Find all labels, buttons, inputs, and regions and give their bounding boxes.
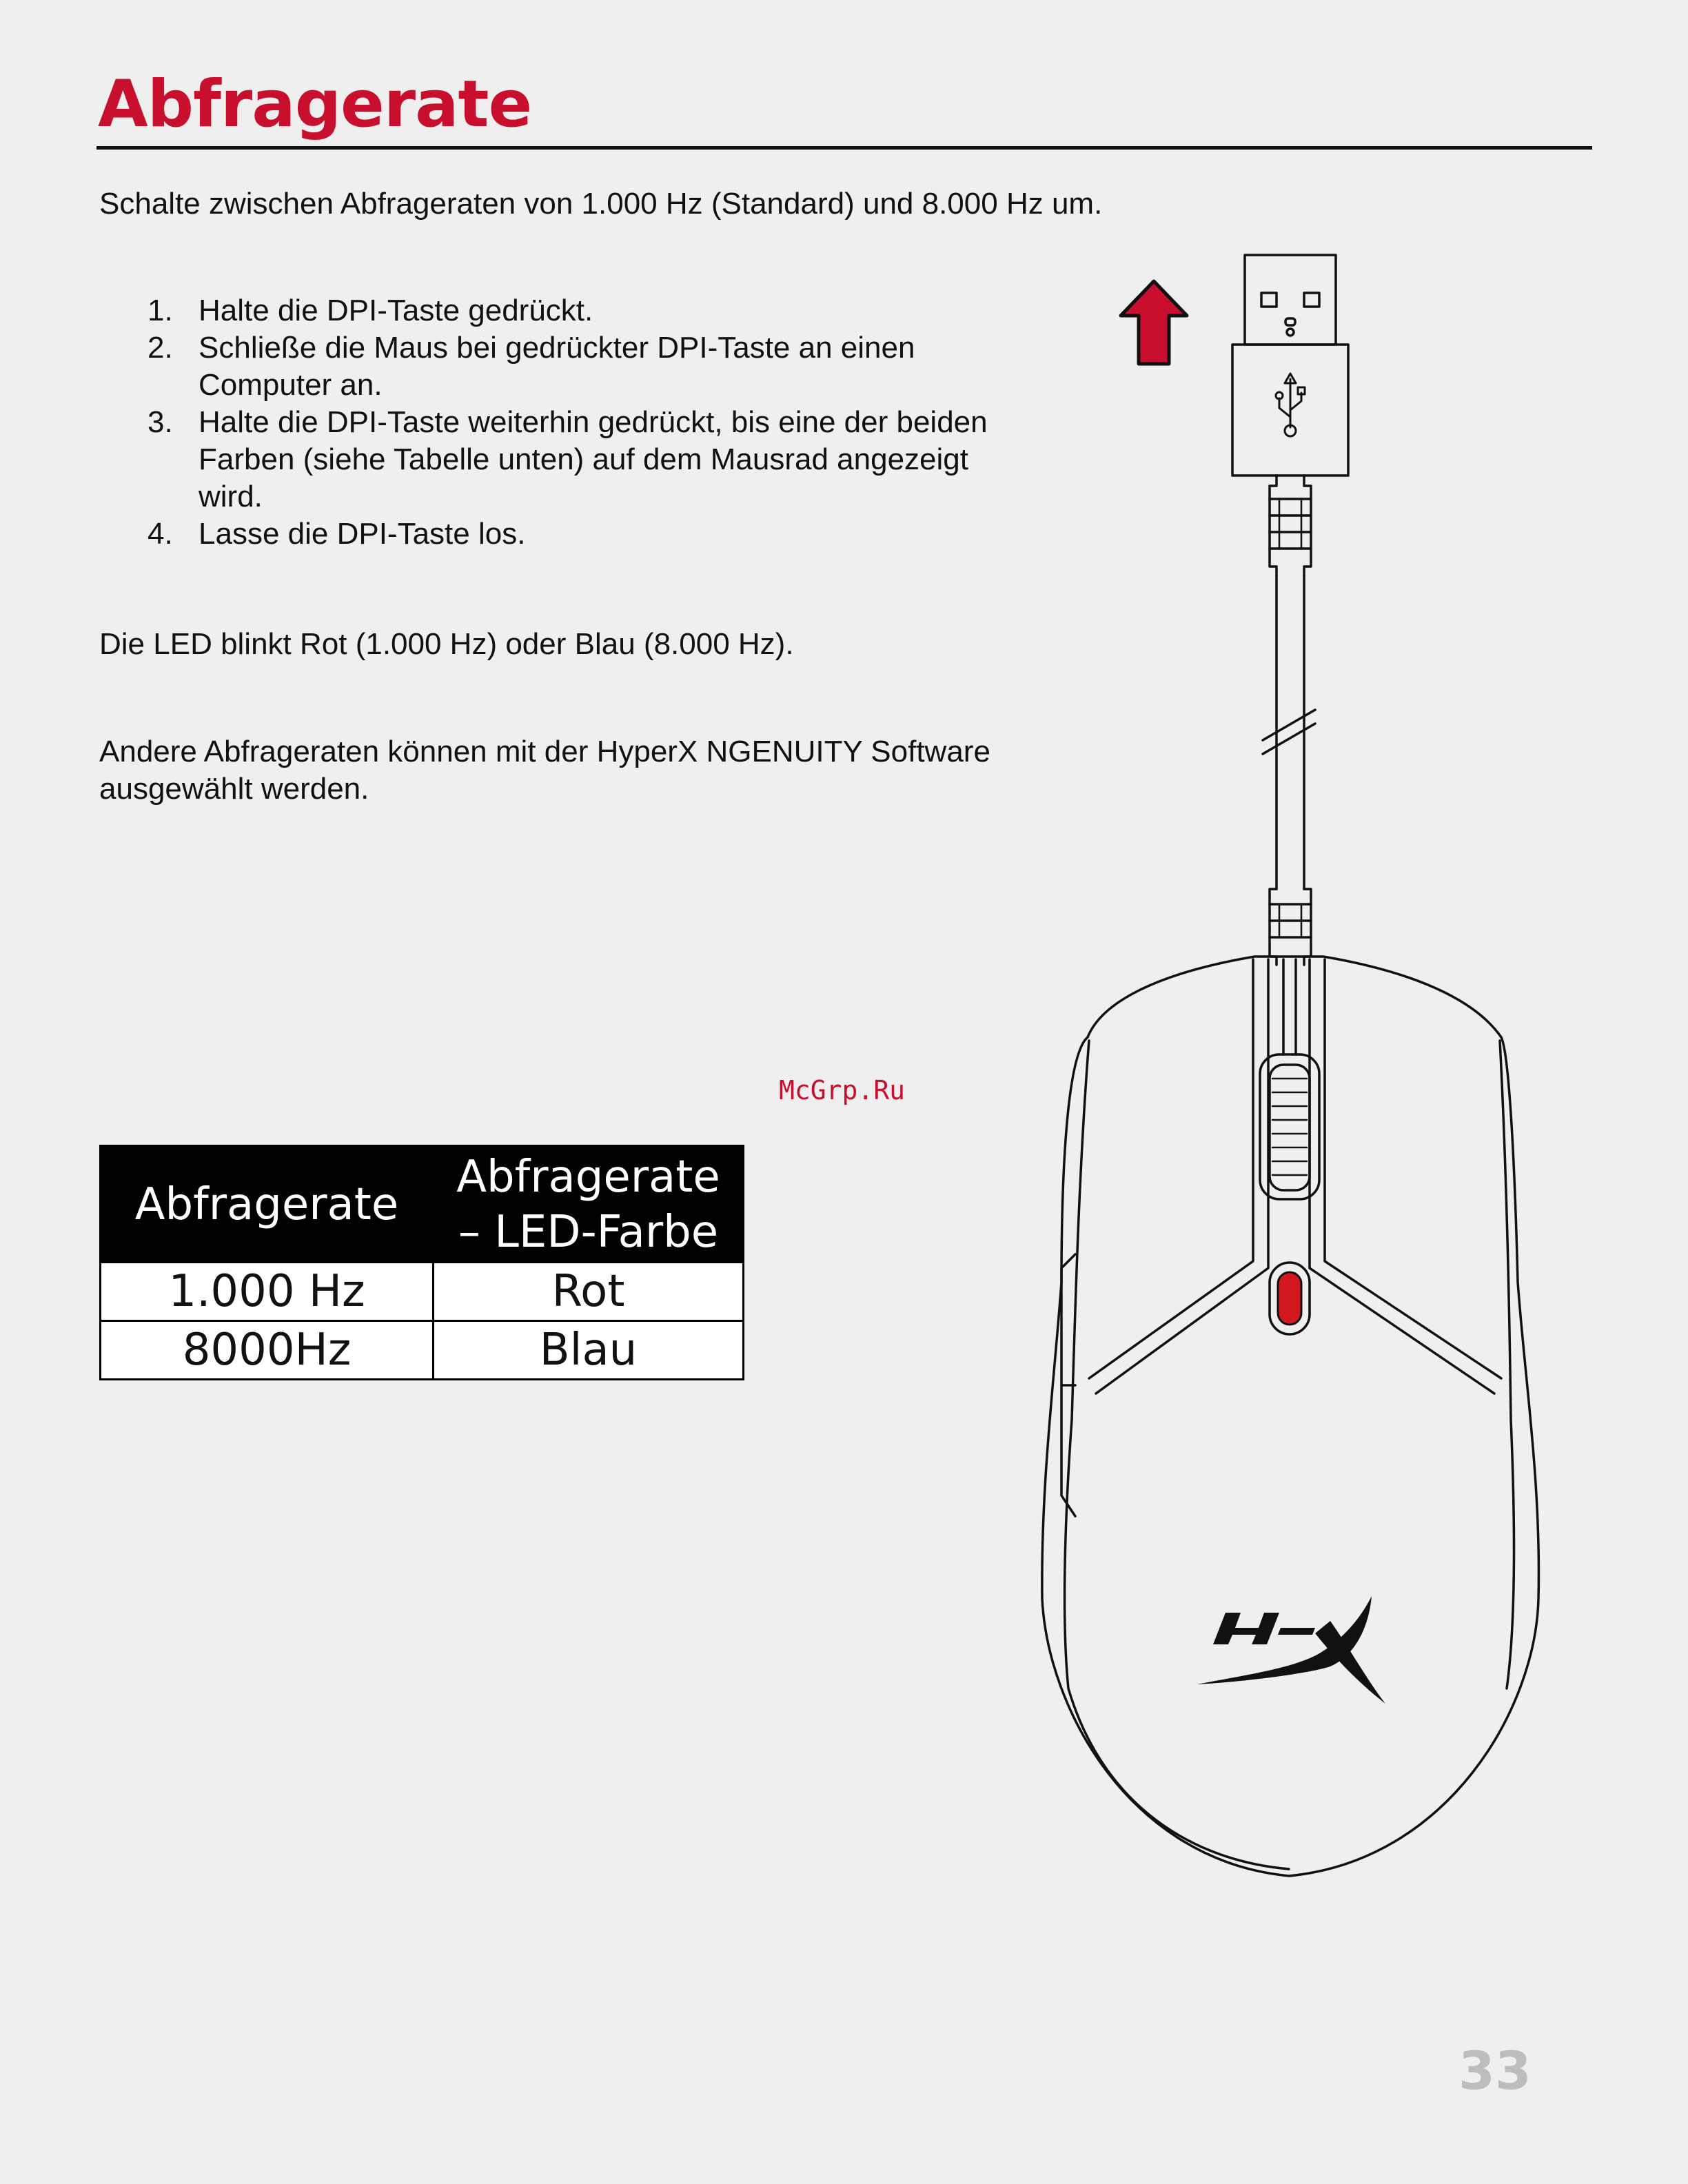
table-cell: 1.000 Hz [101, 1263, 434, 1321]
software-note: Andere Abfrageraten können mit der HyperX NGENUITY Software ausgewählt werden. [99, 735, 990, 806]
watermark: McGrp.Ru [779, 1075, 906, 1105]
table-cell: 8000Hz [101, 1321, 434, 1380]
cable [1263, 476, 1315, 965]
step-number: 3. [148, 405, 173, 439]
table-cell: Rot [434, 1263, 744, 1321]
column-header: Abfragerate [101, 1146, 434, 1263]
list-item [99, 292, 1030, 329]
page-number: 33 [1458, 2040, 1532, 2101]
step-number: 2. [148, 331, 173, 365]
step-text: Halte die DPI-Taste gedrückt. [199, 294, 593, 327]
led-indicator [1278, 1272, 1301, 1325]
table-row [101, 1321, 744, 1380]
step-number: 4. [148, 517, 173, 551]
list-item [99, 329, 1030, 404]
title-divider [96, 146, 1592, 150]
list-item [99, 404, 1030, 516]
list-item [99, 516, 1030, 553]
mouse-illustration [1020, 234, 1572, 1888]
usb-connector [1232, 255, 1348, 476]
table-cell: Blau [434, 1321, 744, 1380]
table-row [101, 1263, 744, 1321]
column-header: Abfragerate – LED-Farbe [434, 1146, 744, 1263]
led-note: Die LED blinkt Rot (1.000 Hz) oder Blau (8.000 Hz). [99, 627, 794, 661]
step-text: Halte die DPI-Taste weiterhin gedrückt, bis eine der beiden Farben (siehe Tabelle unten) auf dem Mausrad angezeigt wird. [199, 405, 988, 513]
up-arrow-icon [1121, 281, 1187, 364]
page-title: Abfragerate [98, 67, 532, 142]
intro-text: Schalte zwischen Abfrageraten von 1.000 Hz (Standard) und 8.000 Hz um. [99, 187, 1103, 221]
step-text: Schließe die Maus bei gedrückter DPI-Taste an einen Computer an. [199, 331, 915, 402]
mouse-body [1042, 957, 1539, 1876]
step-number: 1. [148, 294, 173, 327]
steps-list [99, 292, 1030, 553]
hyperx-logo [1197, 1596, 1385, 1704]
step-text: Lasse die DPI-Taste los. [199, 517, 526, 551]
polling-rate-table [99, 1145, 744, 1380]
usb-symbol-icon [1276, 374, 1305, 436]
scroll-wheel [1260, 1054, 1319, 1199]
dpi-button [1270, 1263, 1310, 1334]
table-header-row [101, 1146, 744, 1263]
